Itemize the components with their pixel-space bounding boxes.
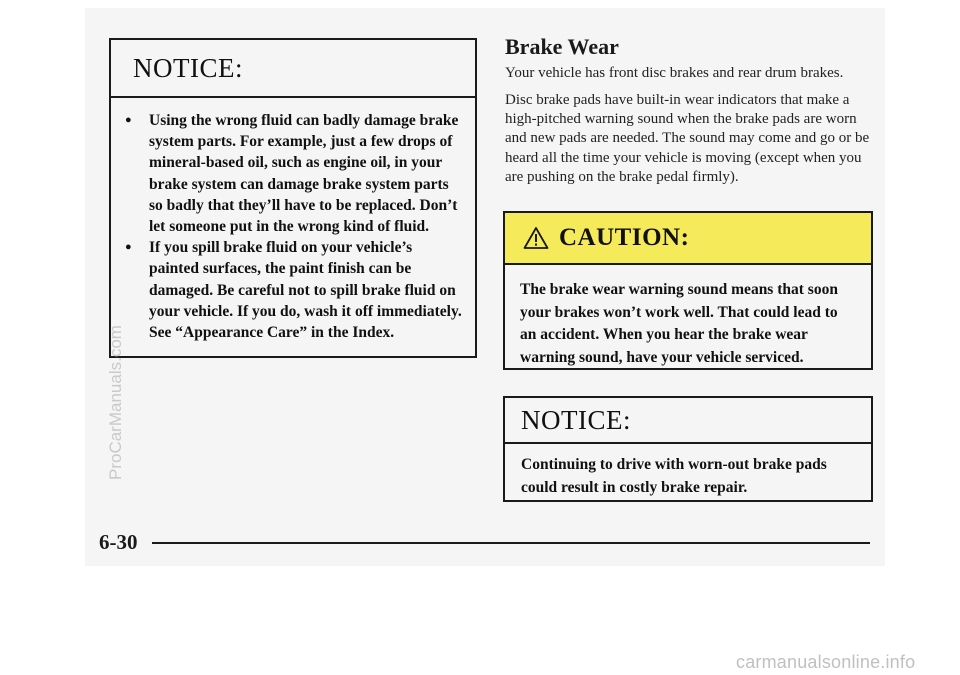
- paragraph-brake-types: Your vehicle has front disc brakes and rear drum brakes.: [505, 65, 844, 81]
- notice-box-brake-pads: [503, 396, 873, 502]
- bottom-watermark: carmanualsonline.info: [736, 652, 916, 672]
- notice-box-fluid: [109, 38, 477, 358]
- warning-triangle-icon: [523, 226, 549, 250]
- notice-title: NOTICE:: [521, 404, 631, 435]
- notice-header: [111, 40, 475, 98]
- side-watermark: ProCarManuals.com: [106, 325, 125, 480]
- notice-text: Continuing to drive with worn-out brake pads could result in costly brake repair.: [521, 456, 827, 496]
- caution-box: [503, 211, 873, 370]
- notice-title: NOTICE:: [133, 52, 243, 83]
- footer-divider: [152, 542, 870, 544]
- page-number: 6-30: [99, 530, 138, 554]
- paragraph-wear-indicators: Disc brake pads have built-in wear indicators that make a high-pitched warning sound when the brake pads are worn and new pads are needed. The sound may come and go or be heard all the time your vehicle is moving (except when you are pushing on the brake pedal firmly).: [505, 92, 870, 185]
- caution-title: CAUTION:: [559, 224, 690, 251]
- caution-header: [505, 213, 871, 265]
- notice-header: [505, 398, 871, 444]
- caution-text: The brake wear warning sound means that soon your brakes won’t work well. That could lead to an accident. When you hear the brake wear warning sound, have your vehicle serviced.: [520, 281, 838, 366]
- section-heading-brake-wear: Brake Wear: [505, 34, 619, 59]
- bullet-spill-fluid: ● If you spill brake fluid on your vehicle’s painted surfaces, the paint finish can be damaged. Be careful not to spill brake fluid on your vehicle. If you do, wash it off immediately. See “Appearance Care” in the Index.: [125, 237, 465, 343]
- bullet-wrong-fluid: ● Using the wrong fluid can badly damage brake system parts. For example, just a few drops of mineral-based oil, such as engine oil, in your brake system can damage brake system parts so badly that they’ll have to be replaced. Don’t let someone put in the wrong kind of fluid.: [125, 110, 465, 237]
- notice-bullet-list: [111, 98, 475, 343]
